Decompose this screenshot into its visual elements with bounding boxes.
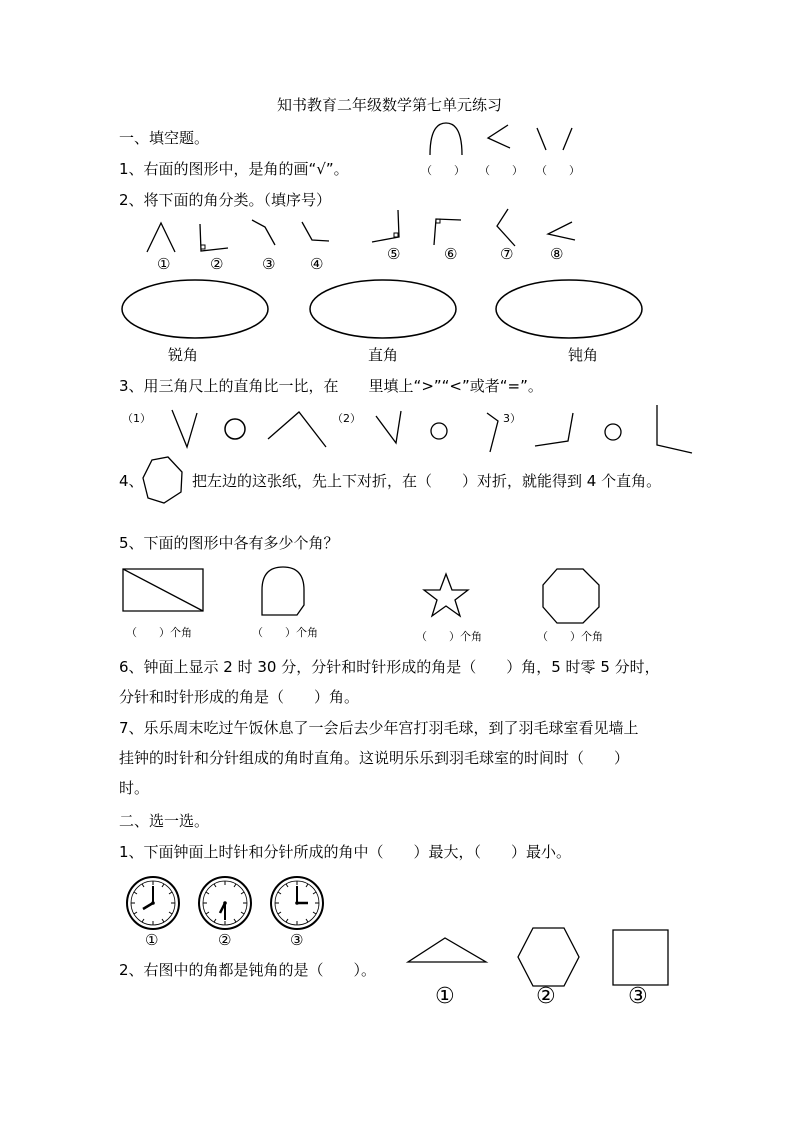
clock-label-3: ③ xyxy=(290,931,304,949)
question-4-prefix: 4、 xyxy=(119,472,144,490)
category-label-acute: 锐角 xyxy=(168,346,199,364)
q3-item-2-label: （2） xyxy=(332,412,361,425)
question-6-line-1: 6、钟面上显示 2 时 30 分，分针和时针形成的角是（ ）角，5 时零 5 分时， xyxy=(119,658,660,676)
q5-answer-2[interactable]: （ ）个角 xyxy=(252,626,318,639)
q5-answer-1[interactable]: （ ）个角 xyxy=(126,626,192,639)
question-7-line-2: 挂钟的时针和分针组成的角时直角。这说明乐乐到羽毛球室的时间时（ ） xyxy=(119,749,630,767)
question-7-line-3: 时。 xyxy=(119,779,150,797)
angle-label-3: ③ xyxy=(262,255,276,273)
q5-answer-3[interactable]: （ ）个角 xyxy=(416,630,482,643)
clock-label-1: ① xyxy=(145,931,159,949)
angle-label-6: ⑥ xyxy=(444,245,458,263)
question-2-text: 2、将下面的角分类。（填序号） xyxy=(119,191,332,209)
clock-label-2: ② xyxy=(218,931,232,949)
question-1-text: 1、右面的图形中，是角的画“√”。 xyxy=(119,160,349,178)
question-6-line-2: 分针和时针形成的角是（ ）角。 xyxy=(119,688,360,706)
choice-label-2: ② xyxy=(536,984,556,1009)
question-7-line-1: 7、乐乐周末吃过午饭休息了一会后去少年宫打羽毛球，到了羽毛球室看见墙上 xyxy=(119,719,639,737)
q1-answer-blank-2[interactable]: （ ） xyxy=(479,164,523,177)
question-4-text: 把左边的这张纸，先上下对折，在（ ）对折，就能得到 4 个直角。 xyxy=(192,472,662,490)
category-label-obtuse: 钝角 xyxy=(568,346,599,364)
question-5-text: 5、下面的图形中各有多少个角？ xyxy=(119,534,339,552)
q1-answer-blank-1[interactable]: （ ） xyxy=(421,164,465,177)
angle-label-4: ④ xyxy=(310,255,324,273)
angle-label-1: ① xyxy=(157,255,171,273)
q3-item-3-label: 3） xyxy=(503,412,521,425)
page-title: 知书教育二年级数学第七单元练习 xyxy=(277,96,503,114)
section2-question-2-text: 2、右图中的角都是钝角的是（ ）。 xyxy=(119,961,377,979)
square xyxy=(613,930,668,985)
obtuse-triangle xyxy=(408,938,486,962)
q5-answer-4[interactable]: （ ）个角 xyxy=(537,630,603,643)
category-label-right: 直角 xyxy=(368,346,399,364)
section-heading-fill-blanks: 一、填空题。 xyxy=(119,129,210,147)
angle-label-8: ⑧ xyxy=(550,245,564,263)
angle-label-2: ② xyxy=(210,255,224,273)
section-heading-choose: 二、选一选。 xyxy=(119,812,210,830)
q1-answer-blank-3[interactable]: （ ） xyxy=(536,164,580,177)
angle-label-5: ⑤ xyxy=(387,245,401,263)
choice-label-1: ① xyxy=(435,984,455,1009)
choice-label-3: ③ xyxy=(628,984,648,1009)
q3-item-1-label: （1） xyxy=(122,412,151,425)
section2-question-1-text: 1、下面钟面上时针和分针所成的角中（ ）最大，（ ）最小。 xyxy=(119,843,572,861)
hexagon xyxy=(518,928,579,986)
question-3-text: 3、用三角尺上的直角比一比，在 里填上“>”“<”或者“=”。 xyxy=(119,377,543,395)
angle-label-7: ⑦ xyxy=(500,245,514,263)
